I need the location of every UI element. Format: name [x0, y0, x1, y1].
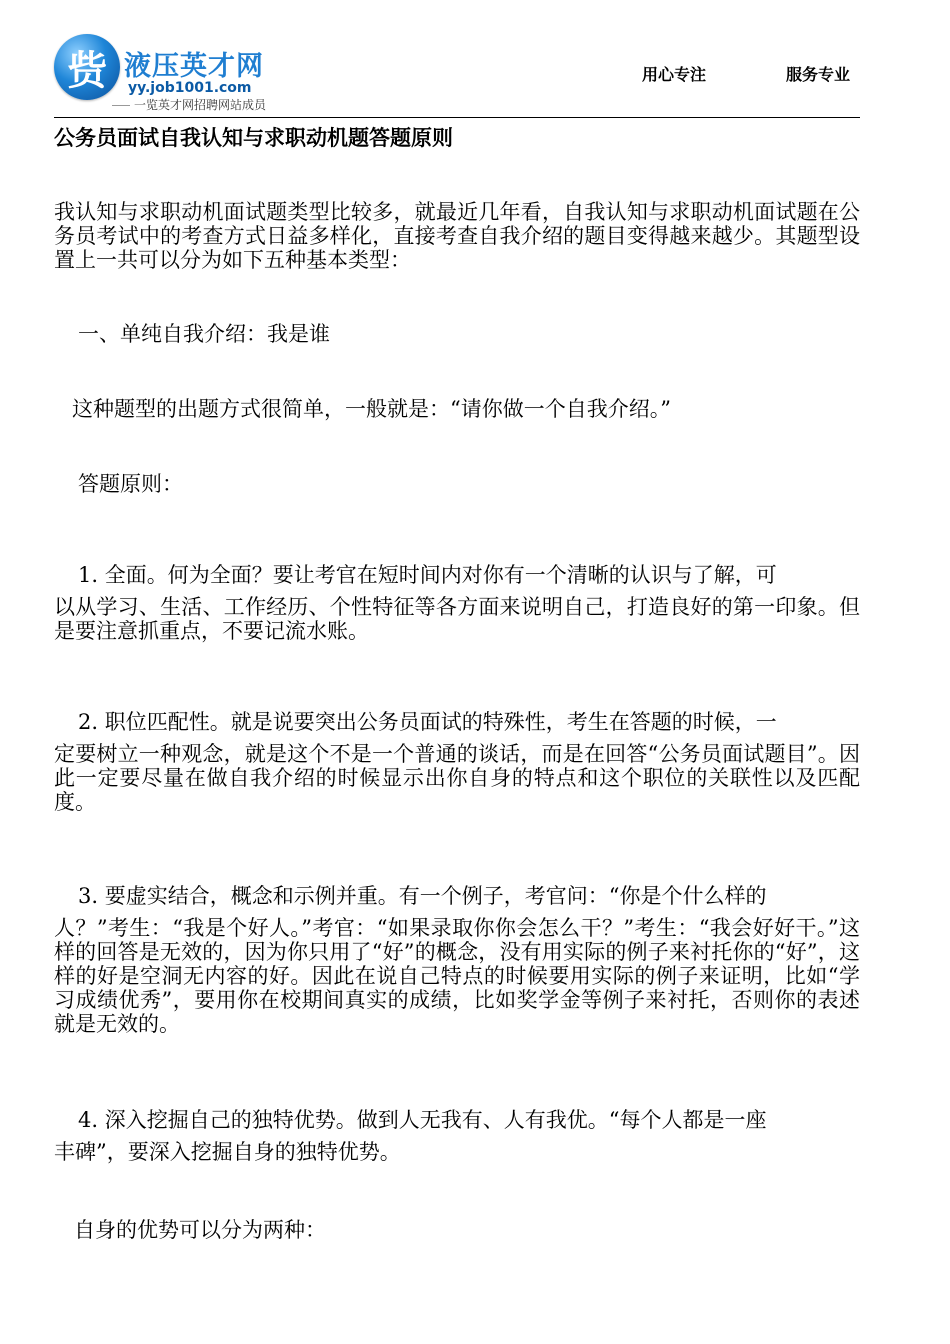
point-3-rest: 人？”考生：“我是个好人。”考官：“如果录取你你会怎么干？”考生：“我会好好干。”这样的回答是无效的，因为你只用了“好”的概念，没有用实际的例子来衬托你的“好”，这样的好是空洞无内容的好。因此在说自己特点的时候要用实际的例子来证明，比如“学习成绩优秀”，要用你在校期间真实的成绩，比如奖学金等例子来衬托，否则你的表述就是无效的。: [54, 916, 860, 1036]
point-1-paragraph: [54, 555, 860, 643]
point-4-rest: 丰碑”，要深入挖掘自身的独特优势。: [54, 1140, 401, 1164]
document-title: 公务员面试自我认知与求职动机题答题原则: [54, 125, 453, 150]
point-2-paragraph: [54, 702, 860, 814]
logo-url[interactable]: yy.job1001.com: [128, 80, 252, 96]
slogan-left: 用心专注: [642, 65, 707, 84]
point-4-paragraph: [54, 1100, 860, 1164]
point-2-lead: 2. 职位匹配性。就是说要突出公务员面试的特殊性，考生在答题的时候，一: [78, 710, 777, 734]
logo-tagline: 一览英才网招聘网站成员: [112, 96, 266, 113]
section-heading-1: 一、单纯自我介绍：我是谁: [78, 322, 330, 346]
logo-title[interactable]: 液压英才网: [124, 51, 264, 82]
point-4-lead: 4. 深入挖掘自己的独特优势。做到人无我有、人有我优。“每个人都是一座: [78, 1108, 767, 1132]
header-divider: [54, 117, 860, 118]
point-3-paragraph: [54, 876, 860, 1036]
section-1-description: 这种题型的出题方式很简单，一般就是：“请你做一个自我介绍。”: [72, 397, 671, 421]
logo-glyph: 赀: [67, 46, 107, 94]
point-1-rest: 以从学习、生活、工作经历、个性特征等各方面来说明自己，打造良好的第一印象。但是要注意抓重点，不要记流水账。: [54, 595, 860, 643]
point-2-rest: 定要树立一种观念，就是这个不是一个普通的谈话，而是在回答“公务员面试题目”。因此一定要尽量在做自我介绍的时候显示出你自身的特点和这个职位的关联性以及匹配度。: [54, 742, 860, 814]
logo-icon[interactable]: [54, 34, 120, 100]
intro-paragraph: 我认知与求职动机面试题类型比较多，就最近几年看，自我认知与求职动机面试题在公务员考试中的考查方式日益多样化，直接考查自我介绍的题目变得越来越少。其题型设置上一共可以分为如下五种基本类型：: [54, 200, 860, 272]
point-3-lead: 3. 要虚实结合，概念和示例并重。有一个例子，考官问：“你是个什么样的: [78, 884, 767, 908]
slogan-right: 服务专业: [786, 65, 851, 84]
point-1-lead: 1. 全面。何为全面？要让考官在短时间内对你有一个清晰的认识与了解，可: [78, 563, 777, 587]
page-header: [0, 0, 950, 120]
advantages-intro: 自身的优势可以分为两种：: [74, 1218, 326, 1242]
principles-label: 答题原则：: [78, 472, 183, 496]
